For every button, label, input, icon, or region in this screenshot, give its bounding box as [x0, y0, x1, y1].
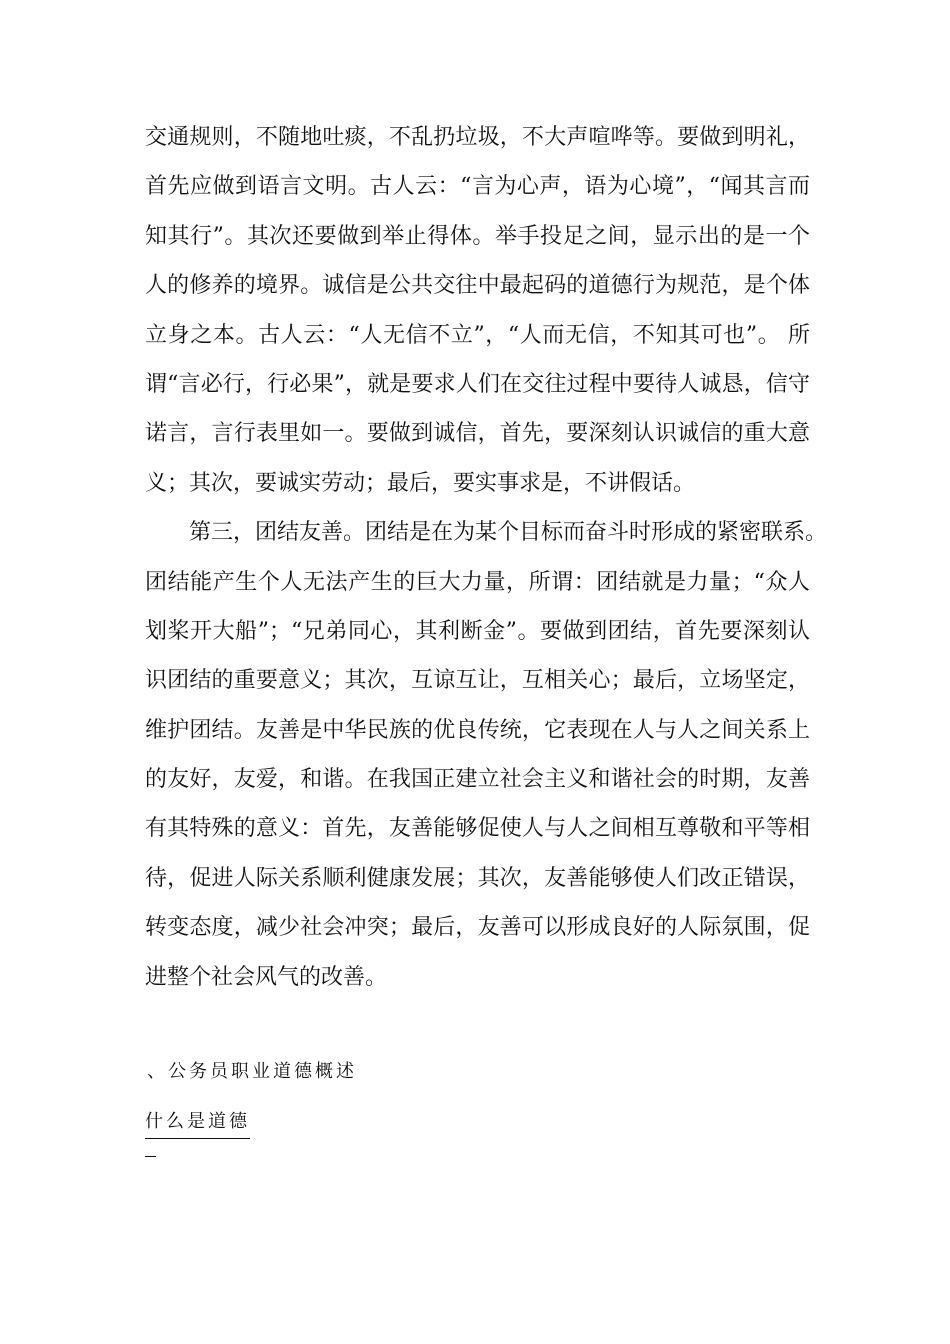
text-line: 团结能产生个人无法产生的巨大力量，所谓：团结就是力量；“众人: [145, 569, 810, 595]
sub-heading: 什么是道德: [145, 1108, 250, 1139]
text-line: 待，促进人际关系顺利健康发展；其次，友善能够使人们改正错误，: [145, 865, 810, 891]
text-line: 有其特殊的意义：首先，友善能够促使人与人之间相互尊敬和平等相: [145, 816, 810, 842]
text-line: 谓“言必行，行必果”，就是要求人们在交往过程中要待人诚恳，信守: [145, 371, 810, 397]
text-line: 划桨开大船”；“兄弟同心，其利断金”。要做到团结，首先要深刻认: [145, 618, 810, 644]
text-line: 识团结的重要意义；其次，互谅互让，互相关心；最后，立场坚定，: [145, 668, 810, 694]
text-line: 诺言，言行表里如一。要做到诚信，首先，要深刻认识诚信的重大意: [145, 421, 810, 447]
section-heading: 、公务员职业道德概述: [147, 1061, 357, 1082]
paragraph-first-line: 第三，团结友善。团结是在为某个目标而奋斗时形成的紧密联系。: [189, 520, 828, 546]
underline-mark: [145, 1156, 156, 1157]
text-line: 转变态度，减少社会冲突；最后，友善可以形成良好的人际氛围，促: [145, 915, 810, 941]
body-text: [145, 113, 828, 1002]
text-line: 的友好，友爱，和谐。在我国正建立社会主义和谐社会的时期，友善: [145, 767, 810, 793]
text-line: 人的修养的境界。诚信是公共交往中最起码的道德行为规范，是个体: [145, 273, 810, 299]
text-line: 立身之本。古人云：“人无信不立”，“人而无信，不知其可也”。 所: [145, 322, 810, 348]
text-line: 维护团结。友善是中华民族的优良传统，它表现在人与人之间关系上: [145, 717, 810, 743]
text-line: 首先应做到语言文明。古人云：“言为心声，语为心境”，“闻其言而: [145, 174, 810, 200]
text-line: 进整个社会风气的改善。: [145, 964, 388, 990]
text-line: 交通规则，不随地吐痰，不乱扔垃圾，不大声喧哗等。要做到明礼，: [145, 125, 810, 150]
text-line: 义；其次，要诚实劳动；最后，要实事求是，不讲假话。: [145, 470, 696, 496]
text-line: 知其行”。其次还要做到举止得体。举手投足之间，显示出的是一个: [145, 223, 810, 249]
